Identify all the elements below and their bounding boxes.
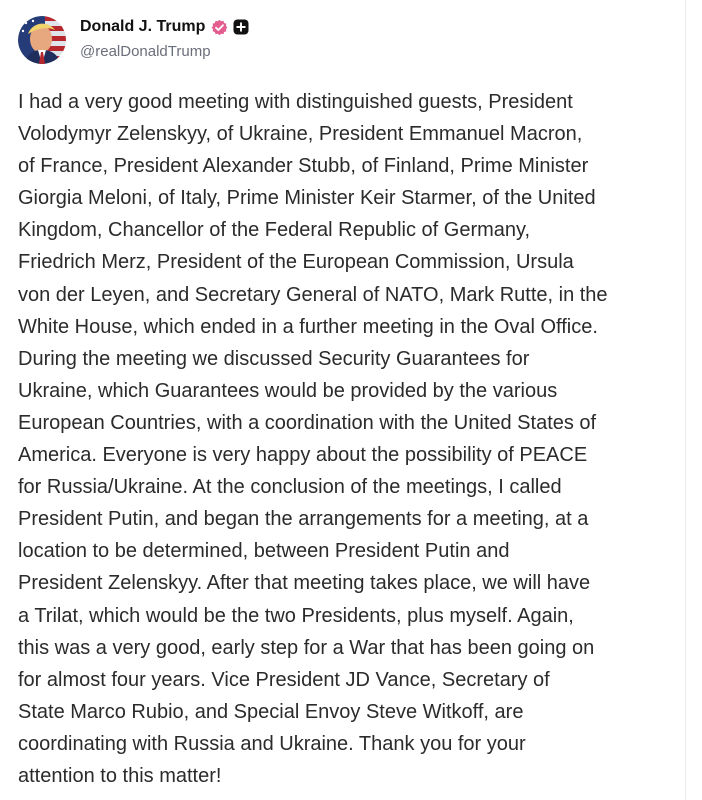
post-text-line: Volodymyr Zelenskyy, of Ukraine, President Emmanuel Macron, <box>18 123 583 146</box>
post-text-line: of France, President Alexander Stubb, of Finland, Prime Minister <box>18 155 589 178</box>
post-text-line: During the meeting we discussed Security Guarantees for <box>18 347 530 370</box>
post-text-line: Friedrich Merz, President of the European Commission, Ursula <box>18 251 574 274</box>
social-post <box>18 12 682 792</box>
plus-icon <box>233 19 249 35</box>
post-header <box>18 12 682 76</box>
post-text-line: von der Leyen, and Secretary General of NATO, Mark Rutte, in the <box>18 283 608 306</box>
post-text <box>18 86 682 792</box>
author-identity <box>80 16 340 61</box>
post-text-line: Giorgia Meloni, of Italy, Prime Minister Keir Starmer, of the United <box>18 187 596 210</box>
post-text-line: coordinating with Russia and Ukraine. Thank you for your <box>18 732 526 755</box>
post-text-line: State Marco Rubio, and Special Envoy Steve Witkoff, are <box>18 700 524 723</box>
post-text-line: President Putin, and began the arrangements for a meeting, at a <box>18 508 589 531</box>
post-text-line: President Zelenskyy. After that meeting takes place, we will have <box>18 572 591 595</box>
timeline-divider <box>685 0 686 800</box>
author-handle[interactable]: @realDonaldTrump <box>80 43 211 60</box>
post-text-line: a Trilat, which would be the two Presidents, plus myself. Again, <box>18 604 574 627</box>
author-name-row <box>80 16 340 38</box>
post-text-line: I had a very good meeting with distinguished guests, President <box>18 91 573 113</box>
post-text-line: for almost four years. Vice President JD Vance, Secretary of <box>18 668 550 691</box>
post-text-line: location to be determined, between President Putin and <box>18 540 510 563</box>
post-text-line: America. Everyone is very happy about the possibility of PEACE <box>18 444 588 467</box>
post-text-line: attention to this matter! <box>18 764 222 787</box>
avatar[interactable] <box>18 16 66 64</box>
verified-icon <box>211 19 228 36</box>
post-text-line: this was a very good, early step for a War that has been going on <box>18 636 595 659</box>
post-text-line: for Russia/Ukraine. At the conclusion of the meetings, I called <box>18 476 562 499</box>
post-text-line: Kingdom, Chancellor of the Federal Republic of Germany, <box>18 219 531 242</box>
post-text-line: European Countries, with a coordination with the United States of <box>18 411 597 434</box>
post-text-line: Ukraine, which Guarantees would be provided by the various <box>18 379 558 402</box>
author-display-name[interactable]: Donald J. Trump <box>80 18 206 35</box>
post-text-line: White House, which ended in a further meeting in the Oval Office. <box>18 315 598 338</box>
